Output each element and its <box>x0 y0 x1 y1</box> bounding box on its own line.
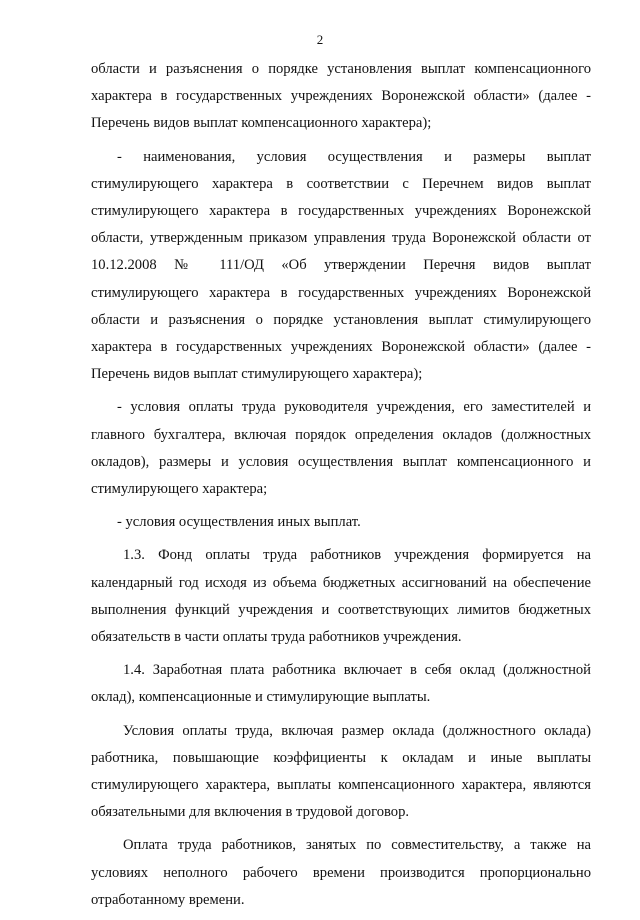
paragraph-stimulating-payments: - наименования, условия осуществления и размеры выплат стимулирующего характера в соответствии с Перечнем видов выплат стимулирующего характера в государственных учреждениях Воронежской области, утвержденным приказом управления труда Воронежской области от 10.12.2008 № 111/ОД «Об утверждении Перечня видов выплат стимулирующего характера в государственных учреждениях Воронежской области и разъяснения о порядке установления выплат стимулирующего характера в государственных учреждениях Воронежской области» (далее - Перечень видов выплат стимулирующего характера); <box>91 148 591 383</box>
paragraph-part-time-pay: Оплата труда работников, занятых по совместительству, а также на условиях неполного рабочего времени производится пропорционально отработанному времени. <box>91 837 591 908</box>
document-body <box>91 56 591 920</box>
paragraph-management-pay-conditions: - условия оплаты труда руководителя учреждения, его заместителей и главного бухгалтера, включая порядок определения окладов (должностных окладов), размеры и условия осуществления выплат компенсационного и стимулирующего характера; <box>91 399 591 498</box>
paragraph-section-1-4: 1.4. Заработная плата работника включает в себя оклад (должностной оклад), компенсационные и стимулирующие выплаты. <box>91 662 591 706</box>
paragraph-other-payments: - условия осуществления иных выплат. <box>117 514 361 531</box>
paragraph-section-1-3: 1.3. Фонд оплаты труда работников учреждения формируется на календарный год исходя из объема бюджетных ассигнований на обеспечение выполнения функций учреждения и соответствующих лимитов бюджетных обязательств в части оплаты труда работников учреждения. <box>91 547 591 646</box>
page-number: 2 <box>316 32 324 47</box>
paragraph-compensation-list-continuation: области и разъяснения о порядке установления выплат компенсационного характера в государственных учреждениях Воронежской области» (далее - Перечень видов выплат компенсационного характера); <box>91 61 591 132</box>
paragraph-employment-contract-conditions: Условия оплаты труда, включая размер оклада (должностного оклада) работника, повышающие коэффициенты к окладам и иные выплаты стимулирующего характера, выплаты компенсационного характера, являются обязательными для включения в трудовой договор. <box>91 722 591 821</box>
